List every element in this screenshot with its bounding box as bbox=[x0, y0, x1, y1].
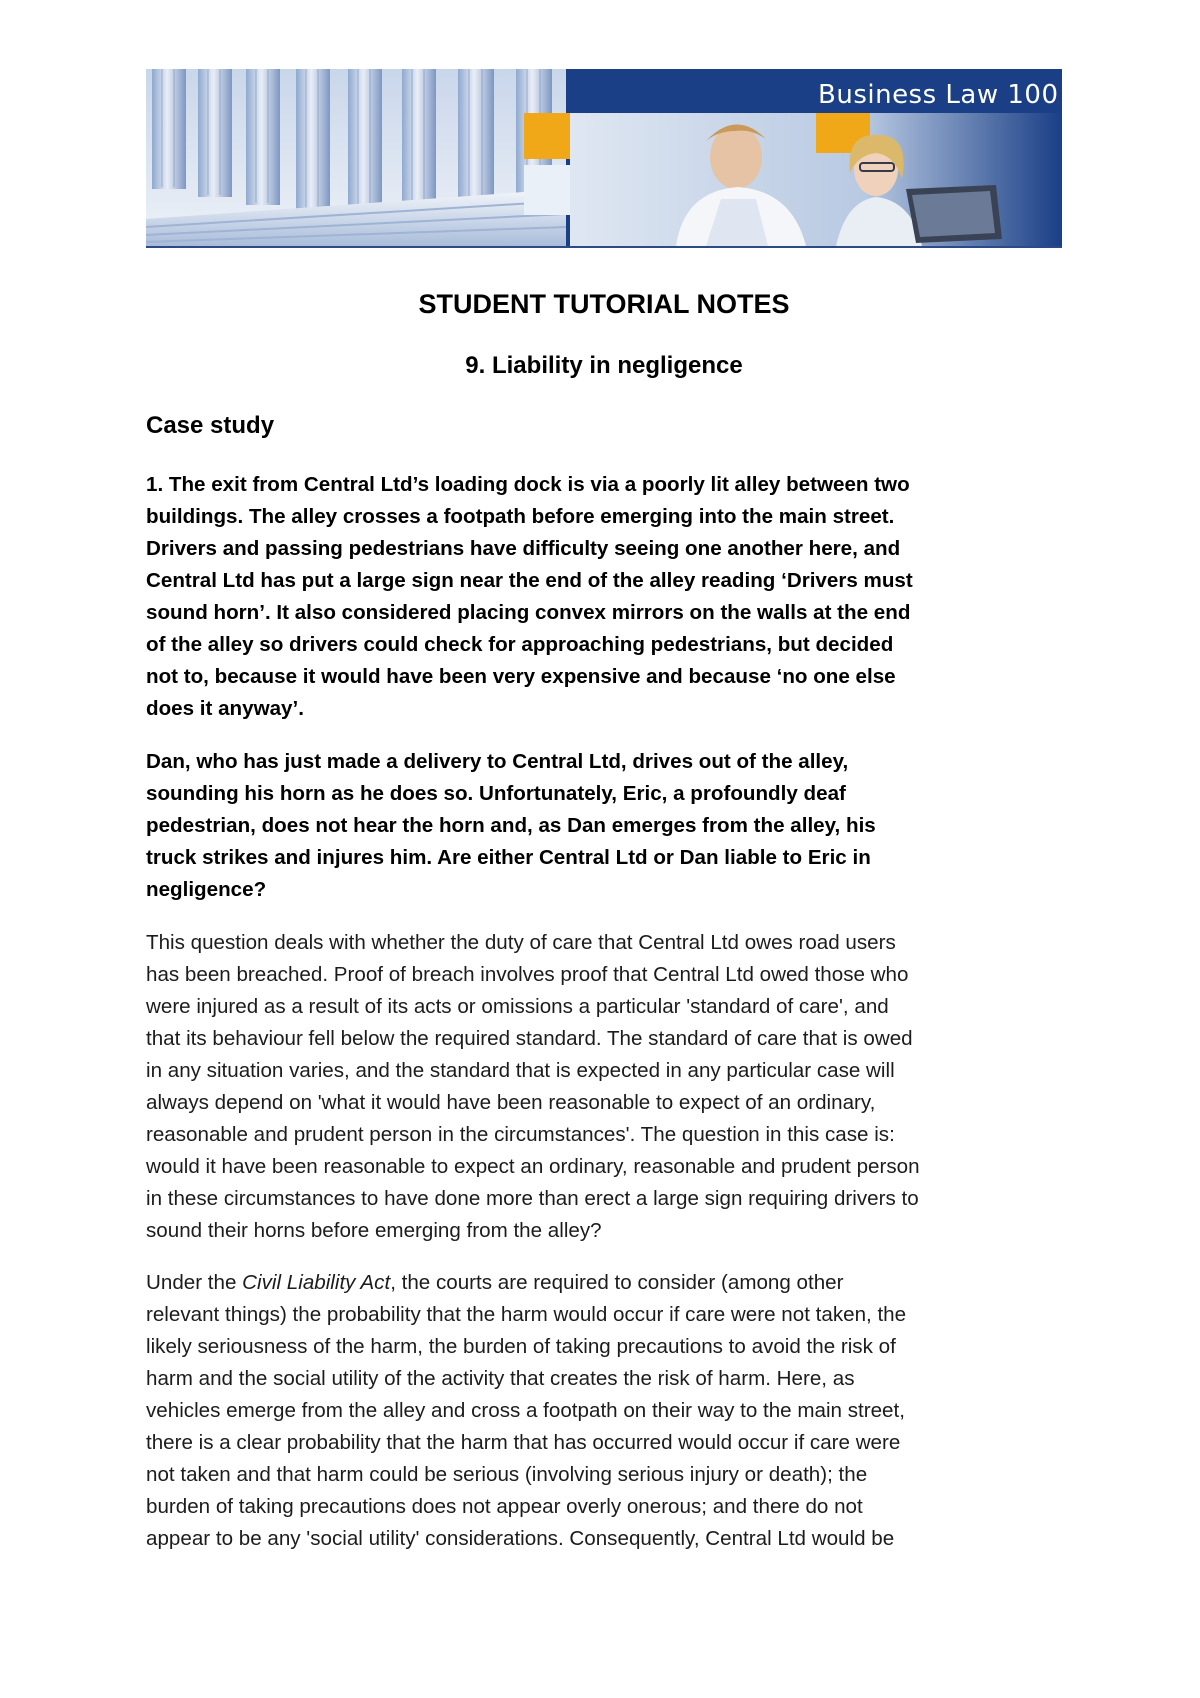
text-line: always depend on 'what it would have been reasonable to expect of an ordinary, bbox=[146, 1091, 876, 1114]
text-line: harm and the social utility of the activity that creates the risk of harm. Here, as bbox=[146, 1367, 855, 1390]
text-line: negligence? bbox=[146, 878, 267, 901]
text-line: in these circumstances to have done more than erect a large sign requiring drivers to bbox=[146, 1187, 919, 1210]
text-line: reasonable and prudent person in the circumstances'. The question in this case is: bbox=[146, 1123, 895, 1146]
text-line: were injured as a result of its acts or omissions a particular 'standard of care', and bbox=[146, 995, 889, 1018]
text-line: 1. The exit from Central Ltd’s loading dock is via a poorly lit alley between two bbox=[146, 473, 910, 496]
text-fragment: Under the bbox=[146, 1271, 243, 1294]
text-line: not taken and that harm could be serious (involving serious injury or death); the bbox=[146, 1463, 868, 1486]
banner-title: Business Law 100 bbox=[818, 80, 1059, 110]
text-line: of the alley so drivers could check for approaching pedestrians, but decided bbox=[146, 633, 894, 656]
question-paragraph-1 bbox=[146, 469, 1066, 725]
answer-paragraph-1 bbox=[146, 927, 1066, 1247]
text-line: Drivers and passing pedestrians have difficulty seeing one another here, and bbox=[146, 537, 901, 560]
text-line: does it anyway’. bbox=[146, 697, 304, 720]
text-line: This question deals with whether the duty of care that Central Ltd owes road users bbox=[146, 931, 896, 954]
text-line: there is a clear probability that the harm that has occurred would occur if care were bbox=[146, 1431, 901, 1454]
text-line: buildings. The alley crosses a footpath before emerging into the main street. bbox=[146, 505, 895, 528]
text-line: Dan, who has just made a delivery to Central Ltd, drives out of the alley, bbox=[146, 750, 849, 773]
text-line: not to, because it would have been very expensive and because ‘no one else bbox=[146, 665, 896, 688]
text-line: truck strikes and injures him. Are either Central Ltd or Dan liable to Eric in bbox=[146, 846, 871, 869]
text-line bbox=[146, 1267, 1066, 1299]
text-line: in any situation varies, and the standard that is expected in any particular case will bbox=[146, 1059, 895, 1082]
text-line: would it have been reasonable to expect an ordinary, reasonable and prudent person bbox=[146, 1155, 920, 1178]
course-banner bbox=[146, 69, 1062, 248]
text-line: likely seriousness of the harm, the burden of taking precautions to avoid the risk of bbox=[146, 1335, 896, 1358]
text-line: Central Ltd has put a large sign near the end of the alley reading ‘Drivers must bbox=[146, 569, 913, 592]
text-line: appear to be any 'social utility' considerations. Consequently, Central Ltd would be bbox=[146, 1527, 895, 1550]
section-heading: Case study bbox=[146, 412, 275, 439]
act-name: Civil Liability Act bbox=[242, 1271, 391, 1294]
answer-paragraph-2 bbox=[146, 1267, 1066, 1555]
page-title: STUDENT TUTORIAL NOTES bbox=[418, 289, 790, 319]
text-line: relevant things) the probability that the harm would occur if care were not taken, the bbox=[146, 1303, 907, 1326]
text-line: vehicles emerge from the alley and cross a footpath on their way to the main street, bbox=[146, 1399, 905, 1422]
text-line: sounding his horn as he does so. Unfortunately, Eric, a profoundly deaf bbox=[146, 782, 846, 805]
text-line: pedestrian, does not hear the horn and, as Dan emerges from the alley, his bbox=[146, 814, 876, 837]
tutorial-subtitle: 9. Liability in negligence bbox=[465, 352, 743, 379]
text-line: sound horn’. It also considered placing convex mirrors on the walls at the end bbox=[146, 601, 911, 624]
question-paragraph-2 bbox=[146, 746, 1066, 906]
text-line: sound their horns before emerging from the alley? bbox=[146, 1219, 602, 1242]
text-fragment: , the courts are required to consider (among other bbox=[390, 1271, 844, 1294]
text-line: that its behaviour fell below the required standard. The standard of care that is owed bbox=[146, 1027, 913, 1050]
text-line: burden of taking precautions does not appear overly onerous; and there do not bbox=[146, 1495, 863, 1518]
text-line: has been breached. Proof of breach involves proof that Central Ltd owed those who bbox=[146, 963, 909, 986]
